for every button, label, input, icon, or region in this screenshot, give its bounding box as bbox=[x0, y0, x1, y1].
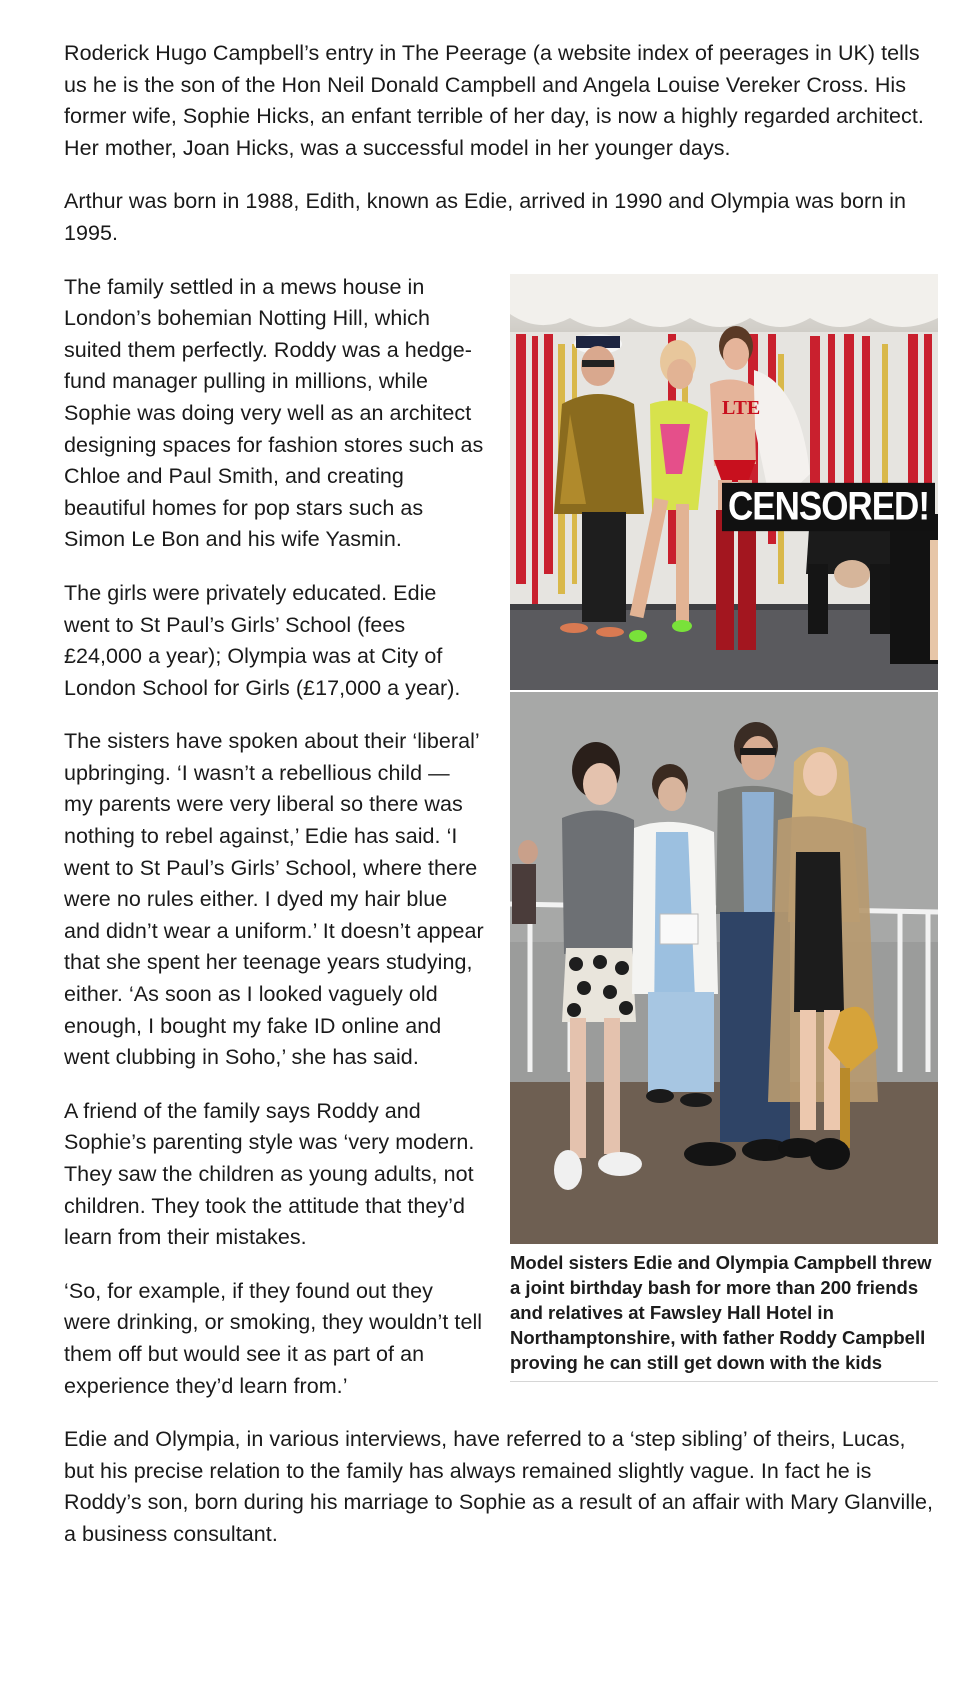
article-paragraph: Roderick Hugo Campbell’s entry in The Peerage (a website index of peerages in UK) tells us he is the son of the Hon Neil Donald Campbell and Angela Louise Vereker Cross. His former wife, Sophie Hicks, an enfant terrible of her day, is now a highly regarded architect. Her mother, Joan Hicks, was a successful model in her younger days. bbox=[64, 41, 924, 160]
article-paragraph: The girls were privately educated. Edie went to St Paul’s Girls’ School (fees £24,000 a year); Olympia was at City of London School for Girls (£17,000 a year). bbox=[64, 580, 461, 700]
article-figure bbox=[510, 274, 938, 1382]
article-paragraph: ‘So, for example, if they found out they were drinking, or smoking, they wouldn’t tell them off but would see it as part of an experience they’d learn from.’ bbox=[64, 1278, 483, 1398]
party-photo-illustration bbox=[510, 274, 938, 690]
article-paragraph: The family settled in a mews house in London’s bohemian Notting Hill, which suited them perfectly. Roddy was a hedge-fund manager pulling in millions, while Sophie was doing very well as an architect designing spaces for fashion stores such as Chloe and Paul Smith, and creating beautiful homes for pop stars such as Simon Le Bon and his wife Yasmin. bbox=[64, 274, 484, 552]
family-photo[interactable] bbox=[510, 692, 938, 1244]
article-paragraph: Arthur was born in 1988, Edith, known as Edie, arrived in 1990 and Olympia was born in 1995. bbox=[64, 189, 907, 245]
svg-text:LTE: LTE bbox=[722, 396, 761, 419]
figure-caption: Model sisters Edie and Olympia Campbell threw a joint birthday bash for more than 200 friends and relatives at Fawsley Hall Hotel in Northamptonshire, with father Roddy Campbell proving he can still get down with the kids bbox=[510, 1250, 938, 1382]
party-photo[interactable] bbox=[510, 274, 938, 690]
article-paragraph: A friend of the family says Roddy and Sophie’s parenting style was ‘very modern. They saw the children as young adults, not children. They took the attitude that they’d learn from their mistakes. bbox=[64, 1098, 475, 1250]
family-photo-illustration bbox=[510, 692, 938, 1244]
article-body bbox=[64, 0, 938, 1551]
article-paragraph: The sisters have spoken about their ‘liberal’ upbringing. ‘I wasn’t a rebellious child — my parents were very liberal so there was nothing to rebel against,’ Edie has said. ‘I went to St Paul’s Girls’ School, where there were no rules either. I dyed my hair blue and didn’t wear a uniform.’ It doesn’t appear that she spent her teenage years studying, either. ‘As soon as I looked vaguely old enough, I bought my fake ID online and went clubbing in Soho,’ she has said. bbox=[64, 729, 484, 1070]
censored-label: CENSORED! bbox=[722, 482, 935, 530]
article-paragraph: Edie and Olympia, in various interviews, have referred to a ‘step sibling’ of theirs, Lucas, but his precise relation to the family has always remained slightly vague. In fact he is Roddy’s son, born during his marriage to Sophie as a result of an affair with Mary Glanville, a business consultant. bbox=[64, 1427, 934, 1546]
